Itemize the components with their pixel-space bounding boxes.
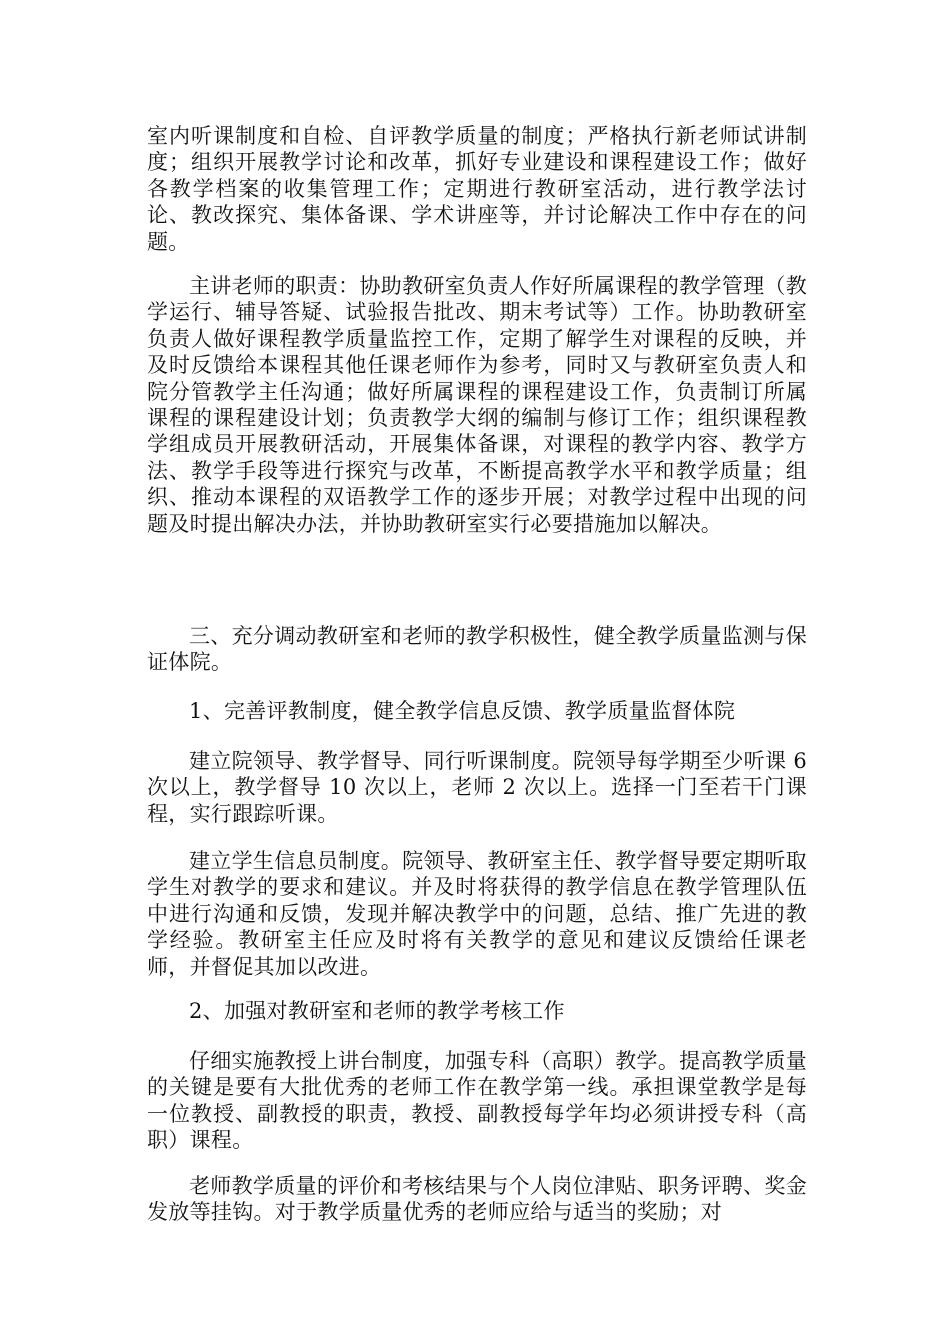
paragraph-evaluation-linkage: 老师教学质量的评价和考核结果与个人岗位津贴、职务评聘、奖金发放等挂钩。对于教学质量优秀的老师应给与适当的奖励；对 bbox=[147, 1174, 807, 1225]
subsection-heading-1: 1、完善评教制度，健全教学信息反馈、教学质量监督体院 bbox=[189, 699, 736, 723]
paragraph-lecture-observation: 建立院领导、教学督导、同行听课制度。院领导每学期至少听课 6 次以上，教学督导 10 次以上，老师 2 次以上。选择一门至若干门课程，实行跟踪听课。 bbox=[147, 749, 807, 826]
section-heading-three: 三、充分调动教研室和老师的教学积极性，健全教学质量监测与保证体院。 bbox=[147, 624, 807, 675]
paragraph-continuation: 室内听课制度和自检、自评教学质量的制度；严格执行新老师试讲制度；组织开展教学讨论和改革，抓好专业建设和课程建设工作；做好各教学档案的收集管理工作；定期进行教研室活动，进行教学法讨论、教改探究、集体备课、学术讲座等，并讨论解决工作中存在的问题。 bbox=[147, 124, 807, 254]
paragraph-professor-teaching: 仔细实施教授上讲台制度，加强专科（高职）教学。提高教学质量的关键是要有大批优秀的老师工作在教学第一线。承担课堂教学是每一位教授、副教授的职责，教授、副教授每学年均必须讲授专科（高职）课程。 bbox=[147, 1049, 807, 1153]
paragraph-student-informants: 建立学生信息员制度。院领导、教研室主任、教学督导要定期听取学生对教学的要求和建议。并及时将获得的教学信息在教学管理队伍中进行沟通和反馈，发现并解决教学中的问题，总结、推广先进的教学经验。教研室主任应及时将有关教学的意见和建议反馈给任课老师，并督促其加以改进。 bbox=[147, 849, 807, 979]
subsection-heading-2: 2、加强对教研室和老师的教学考核工作 bbox=[189, 999, 565, 1023]
paragraph-lecturer-duties: 主讲老师的职责：协助教研室负责人作好所属课程的教学管理（教学运行、辅导答疑、试验报告批改、期末考试等）工作。协助教研室负责人做好课程教学质量监控工作，定期了解学生对课程的反映，并及时反馈给本课程其他任课老师作为参考，同时又与教研室负责人和院分管教学主任沟通；做好所属课程的课程建设工作，负责制订所属课程的课程建设计划；负责教学大纲的编制与修订工作；组织课程教学组成员开展教研活动，开展集体备课，对课程的教学内容、教学方法、教学手段等进行探究与改革，不断提高教学水平和教学质量；组织、推动本课程的双语教学工作的逐步开展；对教学过程中出现的问题及时提出解决办法，并协助教研室实行必要措施加以解决。 bbox=[147, 274, 807, 536]
